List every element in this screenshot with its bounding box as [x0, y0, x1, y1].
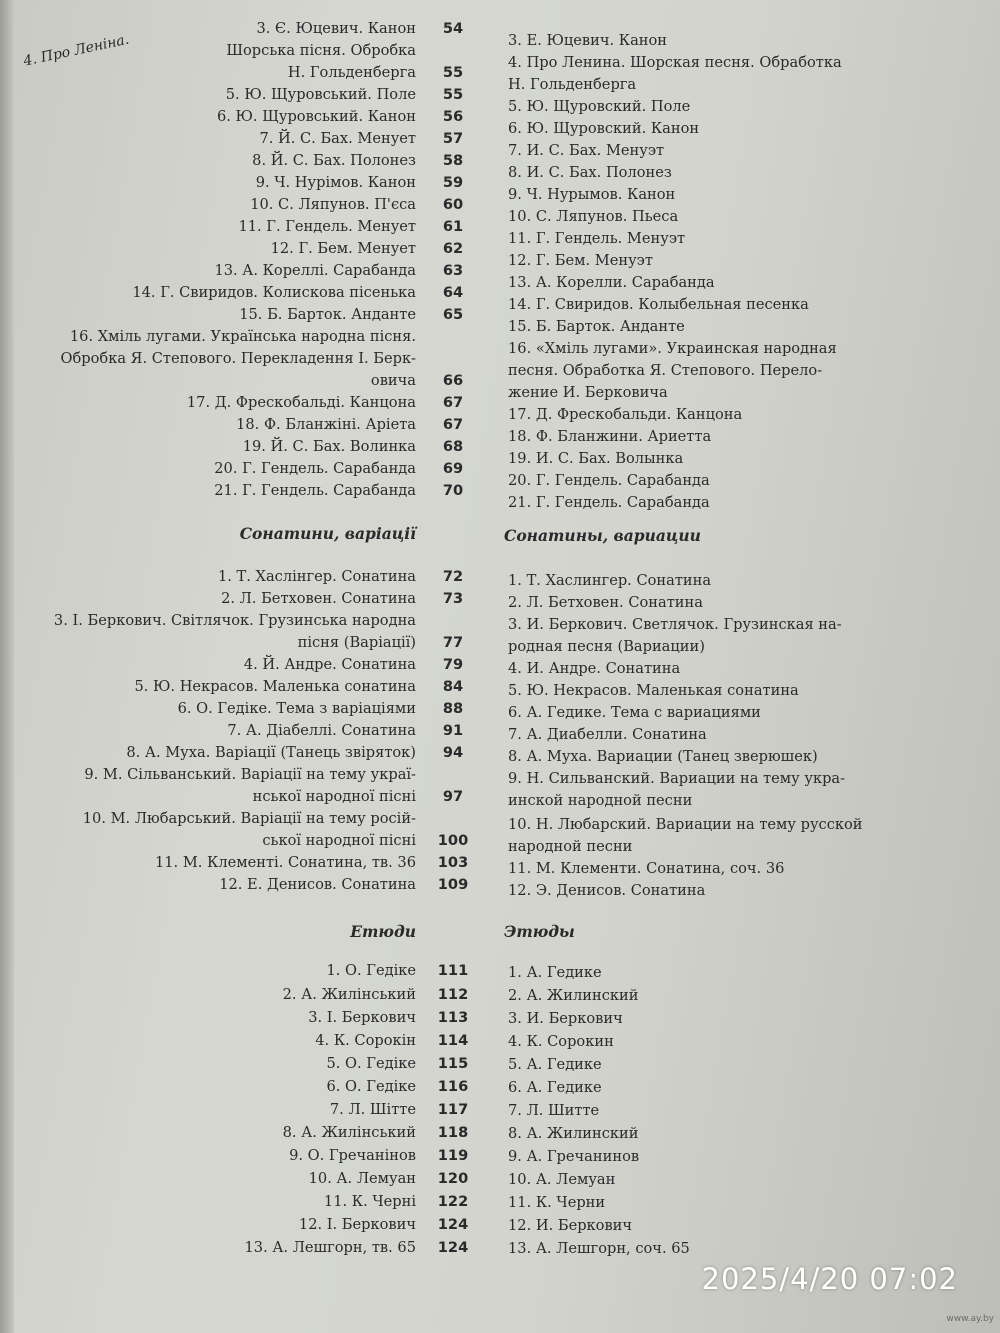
- page-number: 124: [437, 1239, 469, 1256]
- contents-entry-russian: жение И. Берковича: [508, 384, 668, 401]
- contents-entry-russian: 17. Д. Фрескобальди. Канцона: [508, 406, 743, 423]
- contents-entry-russian: 16. «Хміль лугами». Украинская народная: [508, 340, 837, 357]
- contents-entry-russian: 15. Б. Барток. Анданте: [508, 318, 685, 335]
- contents-entry-russian: родная песня (Вариации): [508, 638, 705, 655]
- contents-entry-ukrainian: 15. Б. Барток. Анданте: [239, 306, 416, 323]
- page-number: 63: [442, 262, 464, 279]
- contents-entry-ukrainian: 6. О. Гедіке: [326, 1078, 416, 1095]
- page-number: 120: [437, 1170, 469, 1187]
- site-watermark: www.ay.by: [946, 1314, 994, 1324]
- page-number: 118: [437, 1124, 469, 1141]
- heading-right-etudes: Этюды: [504, 922, 575, 941]
- contents-entry-russian: 7. А. Диабелли. Сонатина: [508, 726, 707, 743]
- contents-entry-ukrainian: 8. А. Муха. Варіації (Танець звіряток): [126, 744, 416, 761]
- contents-entry-russian: 6. А. Гедике: [508, 1079, 602, 1096]
- contents-entry-russian: 14. Г. Свиридов. Колыбельная песенка: [508, 296, 809, 313]
- page-number: 111: [437, 962, 469, 979]
- contents-entry-ukrainian: 9. Ч. Нурімов. Канон: [255, 174, 416, 191]
- contents-entry-russian: 5. Ю. Некрасов. Маленькая сонатина: [508, 682, 799, 699]
- page-number: 55: [442, 86, 464, 103]
- contents-entry-ukrainian: 11. К. Черні: [323, 1193, 416, 1210]
- page-number: 68: [442, 438, 464, 455]
- page-number: 72: [442, 568, 464, 585]
- contents-entry-ukrainian: 21. Г. Гендель. Сарабанда: [214, 482, 416, 499]
- contents-entry-ukrainian: 8. Й. С. Бах. Полонез: [252, 152, 416, 169]
- page-number: 113: [437, 1009, 469, 1026]
- contents-entry-ukrainian: 13. А. Лешгорн, тв. 65: [244, 1239, 416, 1256]
- page-number: 116: [437, 1078, 469, 1095]
- contents-entry-russian: 11. К. Черни: [508, 1194, 606, 1211]
- contents-entry-ukrainian: ської народної пісні: [262, 832, 416, 849]
- contents-entry-ukrainian: 7. Й. С. Бах. Менует: [259, 130, 416, 147]
- page-number: 61: [442, 218, 464, 235]
- contents-entry-ukrainian: 3. Є. Юцевич. Канон: [256, 20, 416, 37]
- page-number: 66: [442, 372, 464, 389]
- contents-entry-ukrainian: 4. Й. Андре. Сонатина: [243, 656, 416, 673]
- page-number: 62: [442, 240, 464, 257]
- contents-column-ukrainian: [14, 0, 416, 1300]
- contents-entry-russian: 1. Т. Хаслингер. Сонатина: [508, 572, 712, 589]
- contents-entry-ukrainian: 19. Й. С. Бах. Волинка: [242, 438, 416, 455]
- contents-entry-ukrainian: 12. І. Беркович: [298, 1216, 416, 1233]
- page-number: 54: [442, 20, 464, 37]
- photo-timestamp: 2025/4/20 07:02: [701, 1262, 958, 1296]
- page-number: 57: [442, 130, 464, 147]
- page-number: 115: [437, 1055, 469, 1072]
- heading-left-sonatinas: Сонатини, варіації: [239, 524, 416, 543]
- page-number: 124: [437, 1216, 469, 1233]
- page-number: 112: [437, 986, 469, 1003]
- page-number: 67: [442, 416, 464, 433]
- contents-entry-ukrainian: 16. Хміль лугами. Українська народна пісня.: [69, 328, 416, 345]
- contents-entry-ukrainian: 1. О. Гедіке: [326, 962, 416, 979]
- contents-entry-russian: народной песни: [508, 838, 633, 855]
- contents-entry-russian: 19. И. С. Бах. Волынка: [508, 450, 684, 467]
- contents-entry-ukrainian: 10. М. Любарський. Варіації на тему росій-: [82, 810, 416, 827]
- page-number: 56: [442, 108, 464, 125]
- contents-entry-russian: 10. А. Лемуан: [508, 1171, 616, 1188]
- contents-entry-russian: 9. А. Гречанинов: [508, 1148, 640, 1165]
- contents-entry-russian: 2. А. Жилинский: [508, 987, 639, 1004]
- heading-right-sonatinas: Сонатины, вариации: [504, 526, 701, 545]
- contents-entry-ukrainian: 12. Г. Бем. Менует: [270, 240, 416, 257]
- page-number: 67: [442, 394, 464, 411]
- contents-entry-ukrainian: Обробка Я. Степового. Перекладення І. Берк-: [60, 350, 416, 367]
- contents-entry-ukrainian: 8. А. Жилінський: [282, 1124, 416, 1141]
- contents-entry-russian: 8. А. Жилинский: [508, 1125, 639, 1142]
- page-number: 103: [437, 854, 469, 871]
- page-number: 114: [437, 1032, 469, 1049]
- contents-entry-russian: 7. И. С. Бах. Менуэт: [508, 142, 665, 159]
- page-number: 88: [442, 700, 464, 717]
- page-number: 77: [442, 634, 464, 651]
- contents-entry-russian: 13. А. Лешгорн, соч. 65: [508, 1240, 690, 1257]
- contents-entry-russian: 6. Ю. Щуровский. Канон: [508, 120, 700, 137]
- contents-entry-ukrainian: 7. А. Діабеллі. Сонатина: [227, 722, 416, 739]
- contents-entry-russian: 12. Г. Бем. Менуэт: [508, 252, 653, 269]
- page-number: 117: [437, 1101, 469, 1118]
- contents-entry-russian: 6. А. Гедике. Тема с вариациями: [508, 704, 761, 721]
- contents-entry-ukrainian: 5. Ю. Щуровський. Поле: [225, 86, 416, 103]
- contents-entry-ukrainian: 20. Г. Гендель. Сарабанда: [214, 460, 416, 477]
- page-number: 70: [442, 482, 464, 499]
- contents-entry-ukrainian: 5. Ю. Некрасов. Маленька сонатина: [134, 678, 416, 695]
- contents-entry-russian: 12. Э. Денисов. Сонатина: [508, 882, 706, 899]
- page-number: 58: [442, 152, 464, 169]
- page-number: 64: [442, 284, 464, 301]
- contents-entry-ukrainian: 17. Д. Фрескобальді. Канцона: [186, 394, 416, 411]
- page-number: 69: [442, 460, 464, 477]
- contents-entry-ukrainian: 1. Т. Хаслінгер. Сонатина: [217, 568, 416, 585]
- contents-entry-ukrainian: 3. І. Беркович. Світлячок. Грузинська народна: [53, 612, 416, 629]
- contents-entry-ukrainian: овича: [370, 372, 416, 389]
- page-number: 119: [437, 1147, 469, 1164]
- contents-entry-russian: 10. Н. Любарский. Вариации на тему русской: [508, 816, 863, 833]
- page-number: 97: [442, 788, 464, 805]
- contents-column-russian: [508, 0, 928, 1300]
- contents-entry-ukrainian: 10. С. Ляпунов. П'єса: [250, 196, 416, 213]
- contents-entry-russian: 21. Г. Гендель. Сарабанда: [508, 494, 710, 511]
- contents-entry-ukrainian: 6. О. Гедіке. Тема з варіаціями: [177, 700, 416, 717]
- contents-entry-russian: 3. Е. Юцевич. Канон: [508, 32, 668, 49]
- contents-entry-ukrainian: 4. К. Сорокін: [315, 1032, 416, 1049]
- contents-entry-russian: 4. Про Ленина. Шорская песня. Обработка: [508, 54, 842, 71]
- contents-entry-russian: 8. А. Муха. Вариации (Танец зверюшек): [508, 748, 818, 765]
- contents-entry-russian: 8. И. С. Бах. Полонез: [508, 164, 672, 181]
- contents-entry-ukrainian: Н. Гольденберга: [287, 64, 416, 81]
- page-number: 60: [442, 196, 464, 213]
- contents-entry-russian: 11. Г. Гендель. Менуэт: [508, 230, 686, 247]
- contents-entry-russian: Н. Гольденберга: [508, 76, 637, 93]
- contents-entry-ukrainian: пісня (Варіації): [297, 634, 416, 651]
- contents-entry-russian: 3. И. Беркович: [508, 1010, 623, 1027]
- contents-entry-russian: 7. Л. Шитте: [508, 1102, 600, 1119]
- contents-entry-russian: 2. Л. Бетховен. Сонатина: [508, 594, 703, 611]
- contents-entry-russian: 4. К. Сорокин: [508, 1033, 614, 1050]
- heading-left-etudes: Етюди: [350, 922, 416, 941]
- contents-entry-russian: 12. И. Беркович: [508, 1217, 633, 1234]
- contents-entry-russian: 10. С. Ляпунов. Пьеса: [508, 208, 679, 225]
- contents-entry-ukrainian: 3. І. Беркович: [308, 1009, 416, 1026]
- contents-entry-ukrainian: 11. Г. Гендель. Менует: [238, 218, 416, 235]
- contents-entry-russian: 20. Г. Гендель. Сарабанда: [508, 472, 710, 489]
- page-number: 94: [442, 744, 464, 761]
- contents-entry-ukrainian: 2. Л. Бетховен. Сонатина: [221, 590, 416, 607]
- contents-entry-ukrainian: Шорська пісня. Обробка: [226, 42, 416, 59]
- contents-entry-russian: 5. А. Гедике: [508, 1056, 602, 1073]
- page-number: 55: [442, 64, 464, 81]
- contents-entry-russian: 11. М. Клементи. Сонатина, соч. 36: [508, 860, 785, 877]
- handwritten-rotated-entry: 4. Про Леніна.: [22, 31, 131, 70]
- contents-entry-russian: 18. Ф. Бланжини. Ариетта: [508, 428, 712, 445]
- contents-entry-ukrainian: 6. Ю. Щуровський. Канон: [216, 108, 416, 125]
- page-number: 84: [442, 678, 464, 695]
- page-number: 100: [437, 832, 469, 849]
- page-number: 109: [437, 876, 469, 893]
- contents-entry-ukrainian: 18. Ф. Бланжіні. Аріета: [236, 416, 416, 433]
- contents-entry-ukrainian: 11. М. Клементі. Сонатина, тв. 36: [154, 854, 416, 871]
- page-number: 122: [437, 1193, 469, 1210]
- contents-entry-ukrainian: 9. М. Сільванський. Варіації на тему украї-: [84, 766, 416, 783]
- contents-entry-russian: инской народной песни: [508, 792, 693, 809]
- contents-entry-ukrainian: 5. О. Гедіке: [326, 1055, 416, 1072]
- contents-entry-russian: 9. Ч. Нурымов. Канон: [508, 186, 676, 203]
- contents-entry-ukrainian: 9. О. Гречанінов: [289, 1147, 416, 1164]
- contents-entry-russian: 3. И. Беркович. Светлячок. Грузинская на-: [508, 616, 842, 633]
- page-number-column: [422, 0, 484, 1300]
- contents-entry-russian: 1. А. Гедике: [508, 964, 602, 981]
- page-number: 73: [442, 590, 464, 607]
- contents-entry-russian: 13. А. Корелли. Сарабанда: [508, 274, 715, 291]
- contents-entry-ukrainian: 7. Л. Шітте: [329, 1101, 416, 1118]
- contents-entry-russian: 4. И. Андре. Сонатина: [508, 660, 681, 677]
- contents-entry-ukrainian: 13. А. Кореллі. Сарабанда: [214, 262, 416, 279]
- page-number: 79: [442, 656, 464, 673]
- contents-entry-russian: 9. Н. Сильванский. Вариации на тему укра-: [508, 770, 846, 787]
- contents-entry-ukrainian: 12. Е. Денисов. Сонатина: [219, 876, 416, 893]
- page-number: 59: [442, 174, 464, 191]
- contents-entry-ukrainian: 14. Г. Свиридов. Колискова пісенька: [132, 284, 416, 301]
- contents-entry-russian: 5. Ю. Щуровский. Поле: [508, 98, 691, 115]
- page-number: 65: [442, 306, 464, 323]
- page-number: 91: [442, 722, 464, 739]
- contents-entry-russian: песня. Обработка Я. Степового. Перело-: [508, 362, 823, 379]
- contents-entry-ukrainian: нської народної пісні: [252, 788, 416, 805]
- contents-entry-ukrainian: 2. А. Жилінський: [282, 986, 416, 1003]
- contents-entry-ukrainian: 10. А. Лемуан: [308, 1170, 416, 1187]
- page-edge: [0, 0, 14, 1333]
